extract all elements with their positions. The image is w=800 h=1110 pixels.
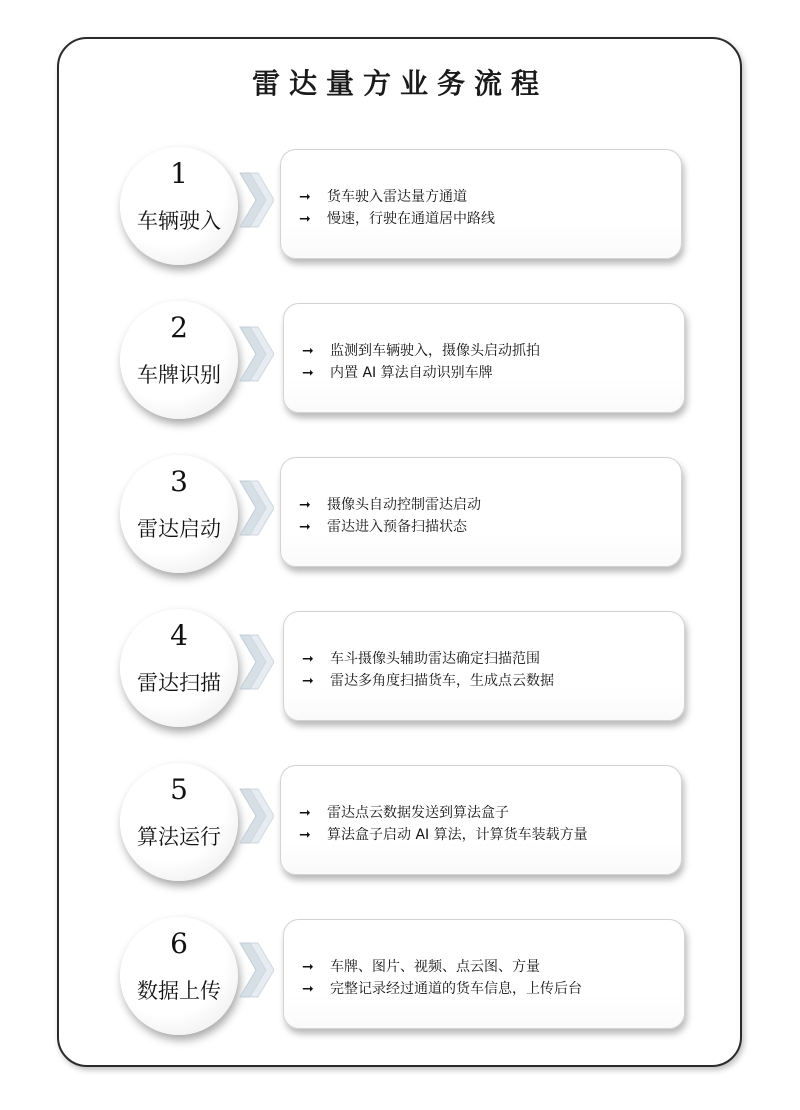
- step-number: 1: [170, 157, 188, 190]
- arrow-right-icon: ➞: [299, 497, 311, 513]
- step-detail-box: [283, 611, 685, 721]
- chevron-right-icon: [238, 477, 274, 539]
- diagram-title: 雷达量方业务流程: [251, 67, 548, 100]
- arrow-right-icon: ➞: [302, 651, 314, 667]
- step-circle: [120, 301, 238, 419]
- detail-text: 完整记录经过通道的货车信息，上传后台: [330, 981, 582, 997]
- arrow-right-icon: ➞: [302, 981, 314, 997]
- step-detail-box: [283, 919, 685, 1029]
- detail-line: [302, 362, 493, 382]
- process-step-5: [0, 763, 800, 893]
- process-step-3: [0, 455, 800, 585]
- arrow-right-icon: ➞: [302, 343, 314, 359]
- detail-line: [302, 978, 582, 998]
- step-label: 算法运行: [137, 825, 221, 849]
- arrow-right-icon: ➞: [299, 519, 311, 535]
- step-circle: [120, 147, 238, 265]
- detail-text: 内置 AI 算法自动识别车牌: [330, 365, 493, 381]
- arrow-right-icon: ➞: [299, 805, 311, 821]
- detail-text: 车牌、图片、视频、点云图、方量: [330, 959, 540, 975]
- process-step-4: [0, 609, 800, 739]
- detail-text: 监测到车辆驶入，摄像头启动抓拍: [330, 343, 540, 359]
- step-label: 雷达扫描: [137, 671, 221, 695]
- step-number: 3: [170, 465, 188, 498]
- detail-text: 雷达点云数据发送到算法盒子: [327, 805, 509, 821]
- arrow-right-icon: ➞: [302, 673, 314, 689]
- step-detail-box: [283, 303, 685, 413]
- process-step-6: [0, 917, 800, 1047]
- detail-line: [299, 186, 467, 206]
- detail-text: 摄像头自动控制雷达启动: [327, 497, 481, 513]
- step-label: 车牌识别: [137, 363, 221, 387]
- step-number: 5: [170, 773, 188, 806]
- step-circle: [120, 609, 238, 727]
- detail-line: [299, 494, 481, 514]
- chevron-right-icon: [238, 631, 274, 693]
- step-label: 车辆驶入: [137, 209, 221, 233]
- detail-line: [302, 648, 540, 668]
- arrow-right-icon: ➞: [299, 211, 311, 227]
- step-circle: [120, 917, 238, 1035]
- process-step-2: [0, 301, 800, 431]
- arrow-right-icon: ➞: [302, 959, 314, 975]
- step-detail-box: [280, 149, 682, 259]
- chevron-right-icon: [238, 939, 274, 1001]
- detail-line: [302, 956, 540, 976]
- detail-text: 雷达进入预备扫描状态: [327, 519, 467, 535]
- step-label: 雷达启动: [137, 517, 221, 541]
- step-number: 2: [170, 311, 188, 344]
- step-detail-box: [280, 765, 682, 875]
- detail-line: [299, 824, 588, 844]
- detail-text: 算法盒子启动 AI 算法，计算货车装载方量: [327, 827, 588, 843]
- arrow-right-icon: ➞: [299, 189, 311, 205]
- step-label: 数据上传: [137, 979, 221, 1003]
- detail-text: 雷达多角度扫描货车，生成点云数据: [330, 673, 554, 689]
- arrow-right-icon: ➞: [299, 827, 311, 843]
- process-step-1: [0, 147, 800, 277]
- detail-text: 慢速，行驶在通道居中路线: [327, 211, 495, 227]
- detail-line: [302, 670, 554, 690]
- detail-line: [299, 802, 509, 822]
- detail-line: [299, 208, 495, 228]
- step-number: 4: [170, 619, 188, 652]
- detail-line: [299, 516, 467, 536]
- detail-text: 货车驶入雷达量方通道: [327, 189, 467, 205]
- step-number: 6: [170, 927, 188, 960]
- arrow-right-icon: ➞: [302, 365, 314, 381]
- chevron-right-icon: [238, 169, 274, 231]
- step-detail-box: [280, 457, 682, 567]
- step-circle: [120, 763, 238, 881]
- chevron-right-icon: [238, 785, 274, 847]
- step-circle: [120, 455, 238, 573]
- detail-text: 车斗摄像头辅助雷达确定扫描范围: [330, 651, 540, 667]
- chevron-right-icon: [238, 323, 274, 385]
- detail-line: [302, 340, 540, 360]
